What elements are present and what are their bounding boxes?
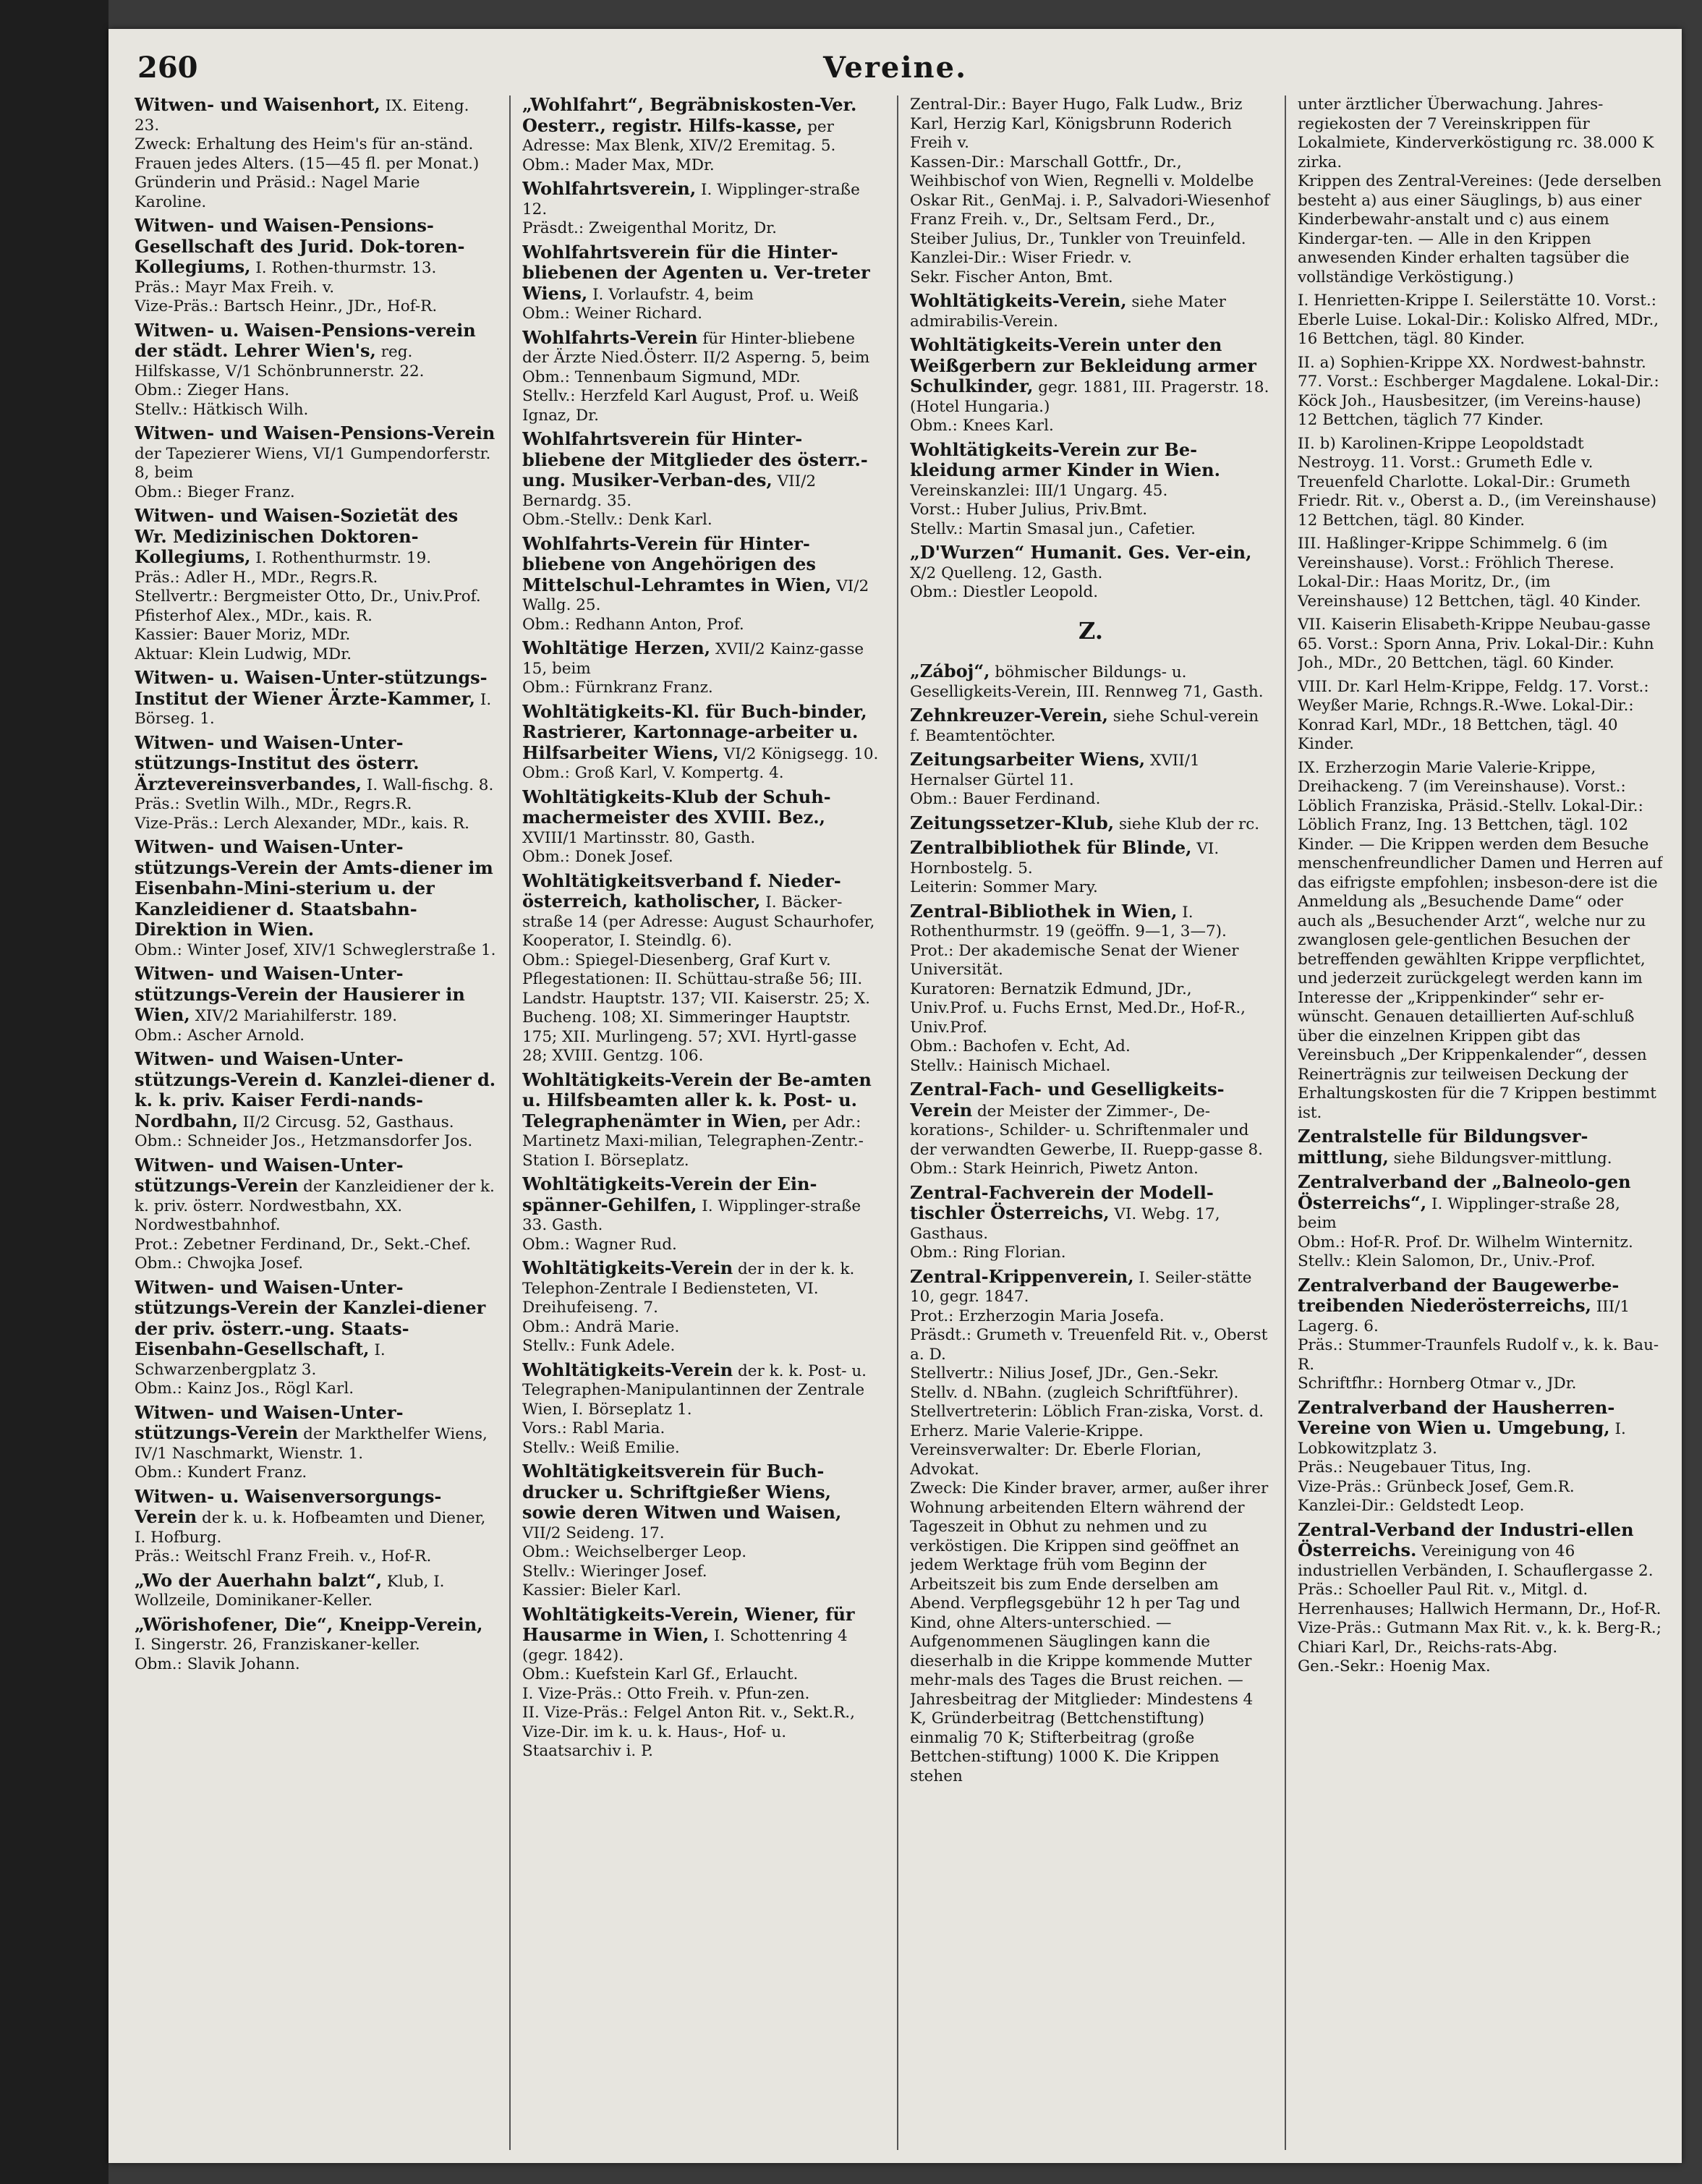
entry-heading: Zentralverband der Hausherren-Vereine von Wien u. Umgebung, — [1298, 1396, 1615, 1438]
directory-entry — [135, 95, 496, 212]
entry-text: Obm.: Winter Josef, XIV/1 Schweglerstraße 1. — [135, 940, 496, 959]
entry-text: IX. Erzherzogin Marie Valerie-Krippe, Dreihackeng. 7 (im Vereinshause). Vorst.: Löblich Franziska, Präsid.-Stellv. Lokal-Dir.: Löblich Franz, Ing. 13 Bettchen, tägl. 102 Kinder. — Die Krippen werden dem Besuche menschenfreundlicher Damen und Herren auf das eifrigste empfohlen; insbeson-dere ist die Anmeldung als „Besuchende Dame“ oder auch als „Besuchender Arzt“, welche nur zu zwanglosen gele-gentlichen Besuchen der betreffenden gewählten Krippe verpflichtet, und jederzeit zurückgelegt werden kann im Interesse der „Krippenkinder“ sehr er-wünscht. Genauen detaillierten Auf-schluß über die einzelnen Krippen gibt das Vereinsbuch „Der Krippenkalender“, dessen Reinerträgnis zur teilweisen Deckung der Erhaltungskosten für die 7 Krippen bestimmt ist. — [1298, 758, 1663, 1122]
directory-entry — [522, 702, 884, 783]
directory-entry — [522, 179, 884, 239]
directory-entry — [522, 1259, 884, 1356]
entry-heading: Witwen- und Waisen-Unter-stützungs-Verein der Kanzlei-diener der priv. österr.-ung. Staats-Eisenbahn-Gesellschaft, — [135, 1276, 486, 1359]
directory-entry — [522, 1361, 884, 1458]
directory-entry — [135, 731, 496, 834]
directory-entry — [522, 1605, 884, 1762]
entry-text: II. b) Karolinen-Krippe Leopoldstadt Nestroyg. 11. Vorst.: Grumeth Edle v. Treuenfeld Charlotte. Lokal-Dir.: Grumeth Friedr. Rit. v., Oberst a. D., (im Vereinshause) 12 Bettchen, tägl. 80 Kinder. — [1298, 434, 1657, 530]
entry-text: reg. Hilfskasse, V/1 Schönbrunnerstr. 22. Obm.: Zieger Hans. Stellv.: Hätkisch Wilh. — [135, 343, 425, 419]
directory-entry — [522, 788, 884, 867]
directory-entry — [910, 95, 1272, 287]
directory-entry — [522, 328, 884, 426]
directory-entry — [1298, 616, 1663, 674]
entry-text: VII/2 Seideng. 17. Obm.: Weichselberger Leop. Stellv.: Wieringer Josef. Kassier: Bieler Karl. — [522, 1524, 747, 1599]
entry-heading: Zentral-Fachverein der Modell-tischler Österreichs, — [910, 1181, 1214, 1223]
entry-text: der in der k. k. Telephon-Zentrale I Bediensteten, VI. Dreihufeiseng. 7. Obm.: Andrä Marie. Stellv.: Funk Adele. — [522, 1260, 855, 1355]
entry-heading: Witwen- und Waisen-Unter-stützungs-Verein der Hausierer in Wien, — [135, 963, 465, 1025]
entry-text: siehe Mater admirabilis-Verein. — [910, 293, 1226, 331]
directory-entry — [135, 838, 496, 960]
directory-entry — [135, 506, 496, 664]
entry-text: II/2 Circusg. 52, Gasthaus. Obm.: Schneider Jos., Hetzmansdorfer Jos. — [135, 1113, 473, 1150]
entry-text: der Markthelfer Wiens, IV/1 Naschmarkt, Wienstr. 1. Obm.: Kundert Franz. — [135, 1425, 488, 1482]
entry-heading: Witwen- u. Waisen-Pensions-verein der städt. Lehrer Wien's, — [135, 319, 476, 361]
page-number: 260 — [137, 51, 198, 85]
entry-text: I. Wall-fischg. 8. Präs.: Svetlin Wilh., MDr., Regrs.R. Vize-Präs.: Lerch Alexander, MDr., kais. R. — [135, 776, 494, 833]
directory-entry — [522, 95, 884, 175]
entry-heading: Wohltätigkeits-Verein, — [910, 290, 1127, 311]
directory-entry — [910, 902, 1272, 1076]
directory-entry — [522, 1175, 884, 1254]
entry-text: VII/2 Bernardg. 35. Obm.-Stellv.: Denk Karl. — [522, 472, 817, 529]
directory-entry — [135, 1615, 496, 1675]
entry-text: I. Henrietten-Krippe I. Seilerstätte 10. Vorst.: Eberle Luise. Lokal-Dir.: Kolisko Alfred, MDr., 16 Bettchen, tägl. 80 Kinder. — [1298, 292, 1659, 348]
directory-entry — [522, 532, 884, 635]
entry-heading: Zentralverband der Baugewerbe-treibenden Niederösterreichs, — [1298, 1274, 1620, 1316]
section-letter: Z. — [1078, 616, 1103, 645]
entry-heading: Wohltätigkeits-Kl. für Buch-binder, Rastrierer, Kartonnage-arbeiter u. Hilfsarbeiter Wiens, — [522, 700, 867, 763]
entry-heading: Wohltätige Herzen, — [522, 637, 711, 658]
directory-page — [108, 29, 1682, 2163]
directory-entry — [135, 321, 496, 420]
entry-text: Vereinigung von 46 industriellen Verbänden, I. Schauflergasse 2. Präs.: Schoeller Paul Rit. v., Mitgl. d. Herrenhauses; Hallwich Hermann, Dr., Hof-R. Vize-Präs.: Gutmann Max Rit. v., k. k. Berg-R.; Chiari Karl, Dr., Reichs-rats-Abg. Gen.-Sekr.: Hoenig Max. — [1298, 1542, 1661, 1675]
entry-heading: Zentral-Bibliothek in Wien, — [910, 900, 1178, 922]
directory-entry — [910, 750, 1272, 810]
entry-text: Vereinskanzlei: III/1 Ungarg. 45. Vorst.: Huber Julius, Priv.Bmt. Stellv.: Martin Smasal jun., Cafetier. — [910, 481, 1196, 538]
entry-heading: „Záboj“, — [910, 660, 990, 681]
page-header: Vereine. — [823, 51, 967, 85]
entry-heading: Wohltätigkeits-Verein unter den Weißgerbern zur Bekleidung armer Schulkinder, — [910, 334, 1256, 396]
entry-text: XIV/2 Mariahilferstr. 189. Obm.: Ascher Arnold. — [135, 1007, 398, 1045]
entry-text: I. Vorlaufstr. 4, beim Obm.: Weiner Richard. — [522, 285, 754, 323]
entry-text: IX. Eiteng. 23. Zweck: Erhaltung des Heim's für an-ständ. Frauen jedes Alters. (15—45 fl. per Monat.) Gründerin und Präsid.: Nagel Marie Karoline. — [135, 97, 480, 211]
entry-text: III/1 Lagerg. 6. Präs.: Stummer-Traunfels Rudolf v., k. k. Bau-R. Schriftfhr.: Hornberg Otmar v., JDr. — [1298, 1298, 1659, 1393]
entry-text: X/2 Quelleng. 12, Gasth. Obm.: Diestler Leopold. — [910, 564, 1103, 601]
entry-heading: Zentralbibliothek für Blinde, — [910, 837, 1192, 858]
entry-heading: Witwen- und Waisenhort, — [135, 95, 380, 115]
entry-heading: Witwen- und Waisen-Unter-stützungs-Verein — [135, 1154, 404, 1196]
directory-entry — [1298, 1173, 1663, 1272]
entry-text: der k. u. k. Hofbeamten und Diener, I. Hofburg. Präs.: Weitschl Franz Freih. v., Hof-R. — [135, 1509, 486, 1565]
directory-entry — [135, 1571, 496, 1611]
entry-text: siehe Bildungsver-mittlung. — [1388, 1149, 1612, 1168]
entry-text: VI. Webg. 17, Gasthaus. Obm.: Ring Florian. — [910, 1205, 1220, 1262]
directory-entry — [1298, 1127, 1663, 1168]
entry-text: siehe Schul-verein f. Beamtentöchter. — [910, 708, 1259, 745]
directory-entry — [135, 668, 496, 729]
entry-text: I. Bäcker-straße 14 (per Adresse: August Schaurhofer, Kooperator, I. Steindlg. 6). Obm.: Spiegel-Diesenberg, Graf Kurt v. Pflegestationen: II. Schüttau-straße 56; III. Landstr. Hauptstr. 137; VII. Kaiserstr. 25; X. Bucheng. 108; XI. Simmeringer Hauptstr. 175; XII. Murlingeng. 57; XVI. Hyrtl-gasse 28; XVIII. Gentzg. 106. — [522, 893, 875, 1065]
scan-border — [0, 0, 108, 2184]
directory-entry — [1298, 292, 1663, 349]
column-2 — [522, 95, 884, 2150]
entry-heading: Wohltätigkeits-Verein — [522, 1359, 733, 1380]
entry-heading: Wohltätigkeits-Verein der Be-amten u. Hilfsbeamten aller k. k. Post- u. Telegraphenämter in Wien, — [522, 1068, 872, 1131]
entry-text: III. Haßlinger-Krippe Schimmelg. 6 (im Vereinshause). Vorst.: Fröhlich Therese. Lokal-Dir.: Haas Moritz, Dr., (im Vereinshause) 12 Bettchen, tägl. 40 Kinder. — [1298, 535, 1641, 611]
entry-heading: Wohlfahrts-Verein für Hinter-bliebene von Angehörigen des Mittelschul-Lehramtes in Wien, — [522, 532, 832, 595]
directory-entry — [1298, 435, 1663, 531]
entry-heading: Witwen- und Waisen-Unter-stützungs-Verein der Amts-diener im Eisenbahn-Mini-sterium u. der Kanzleidiener d. Staatsbahn-Direktion in Wien. — [135, 836, 493, 940]
entry-heading: Wohlfahrtsverein, — [522, 178, 697, 199]
directory-entry — [135, 1278, 496, 1399]
directory-entry — [1298, 1518, 1663, 1677]
entry-text: Klub, I. Wollzeile, Dominikaner-Keller. — [135, 1572, 445, 1610]
entry-heading: Wohlfahrtsverein für die Hinter-bliebenen der Agenten u. Ver-treter Wiens, — [522, 241, 870, 304]
directory-entry — [522, 430, 884, 530]
entry-heading: Wohltätigkeits-Verein — [522, 1257, 733, 1278]
entry-heading: Wohltätigkeits-Klub der Schuh-machermeister des XVIII. Bez., — [522, 786, 831, 828]
directory-entry — [522, 872, 884, 1066]
entry-heading: Zentralstelle für Bildungsver-mittlung, — [1298, 1126, 1588, 1168]
directory-entry — [135, 1050, 496, 1152]
entry-heading: Zentral-Fach- und Geselligkeits-Verein — [910, 1079, 1225, 1121]
entry-text: der Tapezierer Wiens, VI/1 Gumpendorferstr. 8, beim Obm.: Bieger Franz. — [135, 444, 491, 501]
directory-entry — [522, 1462, 884, 1601]
entry-text: der Meister der Zimmer-, De-korations-, Schilder- u. Schriftenmaler und der verwandten Gewerbe, II. Ruepp-gasse 8. Obm.: Stark Heinrich, Piwetz Anton. — [910, 1102, 1264, 1178]
entry-text: unter ärztlicher Überwachung. Jahres-regiekosten der 7 Vereinskrippen für Lokalmiete, Kinderverköstigung rc. 38.000 K zirka. Krippen des Zentral-Vereines: (Jede derselben besteht a) aus einer Säuglings, b) aus einer Kinderbewahr-anstalt und c) aus einem Kindergar-ten. — Alle in den Krippen anwesenden Kinder erhalten tagsüber die vollständige Verköstigung.) — [1298, 95, 1661, 286]
entry-text: VI/2 Königsegg. 10. Obm.: Groß Karl, V. Kompertg. 4. — [522, 744, 879, 782]
column-rule — [897, 95, 898, 2150]
entry-text: der k. k. Post- u. Telegraphen-Manipulantinnen der Zentrale Wien, I. Börseplatz 1. Vors.: Rabl Maria. Stellv.: Weiß Emilie. — [522, 1361, 867, 1457]
directory-entry — [135, 1156, 496, 1274]
entry-text: siehe Klub der rc. — [1114, 815, 1260, 833]
entry-text: per Adr.: Martinetz Maxi-milian, Telegraphen-Zentr.-Station I. Börseplatz. — [522, 1113, 864, 1170]
directory-entry — [135, 1487, 496, 1567]
entry-text: VIII. Dr. Karl Helm-Krippe, Feldg. 17. Vorst.: Weyßer Marie, Rchngs.R.-Wwe. Lokal-Dir.: Konrad Karl, MDr., 18 Bettchen, tägl. 40 Kinder. — [1298, 677, 1649, 753]
entry-text: gegr. 1881, III. Pragerstr. 18. (Hotel Hungaria.) Obm.: Knees Karl. — [910, 378, 1269, 435]
directory-entry — [910, 336, 1272, 436]
entry-text: böhmischer Bildungs- u. Geselligkeits-Verein, III. Rennweg 71, Gasth. — [910, 663, 1264, 701]
entry-heading: Wohlfahrts-Verein — [522, 326, 698, 348]
directory-entry — [135, 216, 496, 317]
entry-heading: Zehnkreuzer-Verein, — [910, 705, 1108, 726]
directory-entry — [910, 543, 1272, 603]
directory-entry — [910, 1267, 1272, 1787]
directory-entry — [1298, 1398, 1663, 1516]
entry-heading: „Wohlfahrt“, Begräbniskosten-Ver. Oesterr., registr. Hilfs-kasse, — [522, 95, 857, 136]
entry-text: VII. Kaiserin Elisabeth-Krippe Neubau-gasse 65. Vorst.: Sporn Anna, Priv. Lokal-Dir.: Kuhn Joh., MDr., 20 Bettchen, tägl. 60 Kinder. — [1298, 616, 1654, 672]
entry-text: per Adresse: Max Blenk, XIV/2 Eremitag. 5. Obm.: Mader Max, MDr. — [522, 117, 836, 174]
column-rule — [509, 95, 511, 2150]
directory-entry — [135, 1403, 496, 1483]
directory-entry — [135, 424, 496, 502]
directory-entry — [910, 706, 1272, 746]
entry-heading: Witwen- und Waisen-Unter-stützungs-Institut des österr. Ärztevereinsverbandes, — [135, 731, 420, 794]
directory-entry — [1298, 535, 1663, 611]
column-4 — [1298, 95, 1663, 2150]
directory-entry — [910, 438, 1272, 540]
directory-entry — [135, 964, 496, 1045]
entry-text: der Kanzleidiener der k. k. priv. österr. Nordwestbahn, XX. Nordwestbahnhof. Prot.: Zebetner Ferdinand, Dr., Sekt.-Chef. Obm.: Chwojka Josef. — [135, 1178, 495, 1272]
entry-text: I. Rothenthurmstr. 19 (geöffn. 9—1, 3—7). Prot.: Der akademische Senat der Wiener Universität. Kuratoren: Bernatzik Edmund, JDr., Univ.Prof. u. Fuchs Ernst, Med.Dr., Hof-R., Univ.Prof. Obm.: Bachofen v. Echt, Ad. Stellv.: Hainisch Michael. — [910, 903, 1246, 1075]
entry-text: I. Börseg. 1. — [135, 690, 492, 728]
entry-heading: Zentral-Verband der Industri-ellen Österreichs. — [1298, 1518, 1634, 1560]
entry-heading: Witwen- u. Waisen-Unter-stützungs-Institut der Wiener Ärzte-Kammer, — [135, 667, 488, 709]
entry-heading: Witwen- und Waisen-Unter-stützungs-Verein d. Kanzlei-diener d. k. k. priv. Kaiser Ferdi-nands-Nordbahn, — [135, 1048, 496, 1131]
entry-text: I. Seiler-stätte 10, gegr. 1847. Prot.: Erzherzogin Maria Josefa. Präsdt.: Grumeth v. Treuenfeld Rit. v., Oberst a. D. Stellvertr.: Nilius Josef, JDr., Gen.-Sekr. Stellv. d. NBahn. (zugleich Schriftführer). Stellvertreterin: Löblich Fran-ziska, Vorst. d. Erherz. Marie Valerie-Krippe. Vereinsverwalter: Dr. Eberle Florian, Advokat. Zweck: Die Kinder braver, armer, außer ihrer Wohnung arbeitenden Eltern während der Tageszeit in Obhut zu nehmen und zu verköstigen. Die Krippen sind geöffnet an jedem Werktage früh vom Beginn der Arbeitszeit bis zum Ende derselben am Abend. Verpflegsgebühr 12 h per Tag und Kind, ohne Alters-unterschied. — Aufgenommenen Säuglingen kann die dieserhalb in die Krippe kommende Mutter mehr-mals des Tages die Brust reichen. — Jahresbeitrag der Mitglieder: Mindestens 4 K, Gründerbeitrag (Bettchenstiftung) einmalig 70 K; Stifterbeitrag (große Bettchen-stiftung) 1000 K. Die Krippen stehen — [910, 1268, 1269, 1785]
entry-heading: Wohltätigkeitsverein für Buch-drucker u. Schriftgießer Wiens, sowie deren Witwen und Waisen, — [522, 1461, 842, 1523]
column-1 — [135, 95, 496, 2150]
directory-entry — [1298, 678, 1663, 755]
entry-heading: Witwen- und Waisen-Pensions-Verein — [135, 422, 495, 443]
entry-text: I. Rothen-thurmstr. 13. Präs.: Mayr Max Freih. v. Vize-Präs.: Bartsch Heinr., JDr., Hof-R. — [135, 259, 438, 315]
entry-heading: „Wörishofener, Die“, Kneipp-Verein, — [135, 1613, 483, 1635]
entry-text: I. Wipplinger-straße 33. Gasth. Obm.: Wagner Rud. — [522, 1197, 861, 1254]
directory-entry — [910, 292, 1272, 331]
entry-heading: Witwen- u. Waisenversorgungs-Verein — [135, 1485, 442, 1527]
directory-entry — [910, 814, 1272, 835]
entry-text: I. Schottenring 4 (gegr. 1842). Obm.: Kuefstein Karl Gf., Erlaucht. I. Vize-Präs.: Otto Freih. v. Pfun-zen. II. Vize-Präs.: Felgel Anton Rit. v., Sekt.R., Vize-Dir. im k. u. k. Haus-, Hof- u. Staatsarchiv i. P. — [522, 1627, 855, 1760]
entry-heading: Witwen- und Waisen-Sozietät des Wr. Medizinischen Doktoren-Kollegiums, — [135, 505, 459, 567]
directory-entry — [522, 243, 884, 324]
entry-text: VI. Hornbostelg. 5. Leiterin: Sommer Mary. — [910, 840, 1220, 896]
entry-heading: Zentralverband der „Balneolo-gen Österreichs“, — [1298, 1171, 1631, 1213]
entry-text: I. Wipplinger-straße 12. Präsdt.: Zweigenthal Moritz, Dr. — [522, 181, 860, 237]
directory-entry — [910, 662, 1272, 702]
entry-text: I. Wipplinger-straße 28, beim Obm.: Hof-R. Prof. Dr. Wilhelm Winternitz. Stellv.: Klein Salomon, Dr., Univ.-Prof. — [1298, 1194, 1633, 1270]
entry-heading: Wohlfahrtsverein für Hinter-bliebene der Mitglieder des österr.-ung. Musiker-Verban-des, — [522, 428, 868, 490]
entry-text: XVIII/1 Martinsstr. 80, Gasth. Obm.: Donek Josef. — [522, 828, 756, 866]
entry-text: I. Schwarzenbergplatz 3. Obm.: Kainz Jos., Rögl Karl. — [135, 1341, 386, 1398]
column-rule — [1285, 95, 1286, 2150]
entry-text: XVII/1 Hernalser Gürtel 11. Obm.: Bauer Ferdinand. — [910, 752, 1200, 808]
column-3 — [910, 95, 1272, 2150]
entry-heading: Wohltätigkeits-Verein zur Be-kleidung armer Kinder in Wien. — [910, 438, 1220, 480]
directory-entry — [910, 1080, 1272, 1179]
entry-heading: Zeitungssetzer-Klub, — [910, 812, 1115, 833]
entry-text: II. a) Sophien-Krippe XX. Nordwest-bahnstr. 77. Vorst.: Eschberger Magdalene. Lokal-Dir.: Köck Joh., Hausbesitzer, (im Vereins-hause) 12 Bettchen, täglich 77 Kinder. — [1298, 353, 1659, 429]
directory-entry — [1298, 759, 1663, 1123]
entry-heading: Zentral-Krippenverein, — [910, 1265, 1134, 1287]
directory-entry — [910, 1181, 1272, 1263]
directory-entry — [1298, 95, 1663, 287]
entry-heading: „Wo der Auerhahn balzt“, — [135, 1569, 383, 1591]
entry-text: für Hinter-bliebene der Ärzte Nied.Österr. II/2 Asperng. 5, beim Obm.: Tennenbaum Sigmund, MDr. Stellv.: Herzfeld Karl August, Prof. u. Weiß Ignaz, Dr. — [522, 329, 870, 425]
directory-entry — [1298, 354, 1663, 430]
entry-text: I. Singerstr. 26, Franziskaner-keller. Obm.: Slavik Johann. — [135, 1636, 420, 1673]
entry-heading: „D'Wurzen“ Humanit. Ges. Ver-ein, — [910, 542, 1252, 563]
directory-entry — [522, 639, 884, 698]
entry-text: I. Lobkowitzplatz 3. Präs.: Neugebauer Titus, Ing. Vize-Präs.: Grünbeck Josef, Gem.R. Kanzlei-Dir.: Geldstedt Leop. — [1298, 1420, 1626, 1515]
entry-heading: Zeitungsarbeiter Wiens, — [910, 749, 1146, 770]
entry-text: I. Rothenthurmstr. 19. Präs.: Adler H., MDr., Regrs.R. Stellvertr.: Bergmeister Otto, Dr., Univ.Prof. Pfisterhof Alex., MDr., kais. R. Kassier: Bauer Moriz, MDr. Aktuar: Klein Ludwig, MDr. — [135, 549, 481, 663]
entry-text: VI/2 Wallg. 25. Obm.: Redhann Anton, Prof. — [522, 577, 869, 634]
entry-text: XVII/2 Kainz-gasse 15, beim Obm.: Fürnkranz Franz. — [522, 640, 864, 697]
directory-entry — [522, 1068, 884, 1171]
directory-entry — [1298, 1276, 1663, 1394]
entry-text: Zentral-Dir.: Bayer Hugo, Falk Ludw., Briz Karl, Herzig Karl, Königsbrunn Roderich Freih v. Kassen-Dir.: Marschall Gottfr., Dr., Weihbischof von Wien, Regnelli v. Moldelbe Oskar Rit., GenMaj. i. P., Salvadori-Wiesenhof Franz Freih. v., Dr., Seltsam Ferd., Dr., Steiber Julius, Dr., Tunkler von Treuinfeld. Kanzlei-Dir.: Wiser Friedr. v. Sekr. Fischer Anton, Bmt. — [910, 95, 1269, 286]
entry-heading: Wohltätigkeits-Verein, Wiener, für Hausarme in Wien, — [522, 1603, 855, 1645]
directory-entry — [910, 838, 1272, 898]
entry-heading: Wohltätigkeits-Verein der Ein-spänner-Gehilfen, — [522, 1173, 817, 1215]
entry-heading: Witwen- und Waisen-Unter-stützungs-Verein — [135, 1401, 404, 1443]
entry-heading: Witwen- und Waisen-Pensions-Gesellschaft des Jurid. Dok-toren-Kollegiums, — [135, 215, 465, 277]
entry-heading: Wohltätigkeitsverband f. Nieder-österreich, katholischer, — [522, 870, 841, 912]
